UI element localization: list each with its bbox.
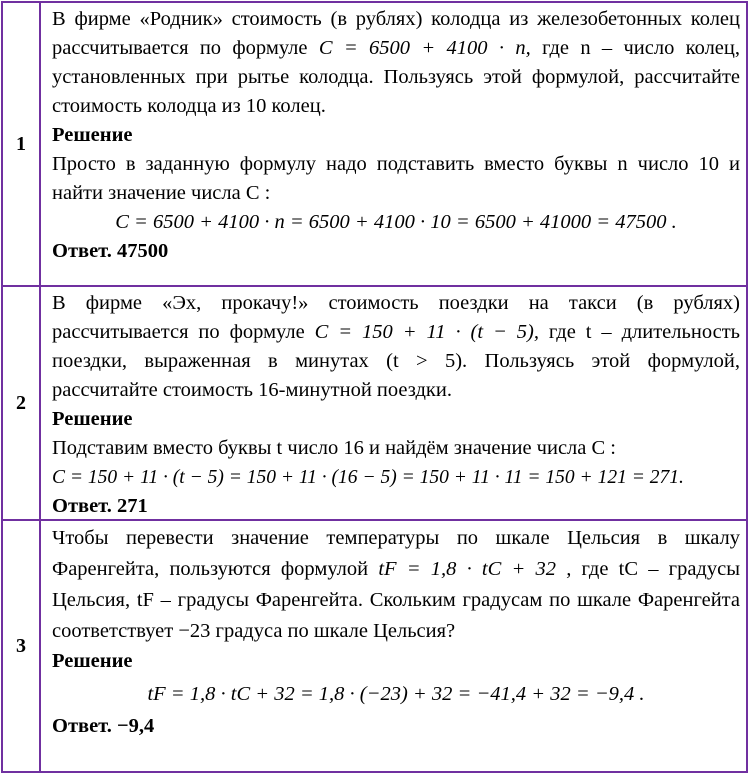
computation: C = 150 + 11 · (t − 5) = 150 + 11 · (16 − 5) = 150 + 11 · 11 = 150 + 121 = 271. [52, 467, 684, 488]
computation: tF = 1,8 · tC + 32 = 1,8 · (−23) + 32 = −41,4 + 32 = −9,4 . [147, 683, 645, 705]
problem-part-a: В фирме «Эх, прокачу!» стоимость поездки на такси (в рублях) рассчитывается по формуле [52, 292, 740, 343]
task-number: 3 [3, 521, 41, 771]
formula: C = 150 + 11 · (t − 5), [314, 321, 539, 343]
problem-text [52, 5, 740, 121]
solution-label: Решение [52, 124, 133, 146]
solution-label: Решение [52, 408, 133, 430]
problem-part-b: где tC – градусы Цельсия, tF – градусы Фаренгейта. Скольким градусам по шкале Фаренгейта соответствует −23 градуса по шкале Цельсия? [52, 558, 740, 642]
solution-text: Просто в заданную формулу надо подставить вместо буквы n число 10 и найти значение числа C : [52, 153, 740, 204]
task-content [52, 523, 740, 741]
answer: Ответ. 271 [52, 495, 148, 517]
problem-part-b: где t – длительность поездки, выраженная в минутах (t > 5). Пользуясь этой формулой, рассчитайте стоимость 16-минутной поездки. [52, 321, 740, 401]
task-row-3 [3, 521, 746, 771]
solution-label: Решение [52, 650, 133, 672]
problem-part-a: Чтобы перевести значение температуры по шкале Цельсия в шкалу Фаренгейта, пользуются формулой [52, 527, 740, 580]
task-number: 1 [3, 3, 41, 285]
task-row-2 [3, 287, 746, 521]
problem-text [52, 523, 740, 647]
solution-text: Подставим вместо буквы t число 16 и найдём значение числа C : [52, 437, 617, 459]
computation: C = 6500 + 4100 · n = 6500 + 4100 · 10 = 6500 + 41000 = 47500 . [115, 211, 677, 233]
answer: Ответ. −9,4 [52, 715, 155, 737]
formula: C = 6500 + 4100 · n, [318, 37, 531, 59]
task-content [52, 289, 740, 521]
problem-part-b: где n – число колец, установленных при рытье колодца. Пользуясь этой формулой, рассчитайте стоимость колодца из 10 колец. [52, 37, 741, 117]
problem-text [52, 289, 740, 405]
tasks-table [1, 1, 748, 773]
problem-part-a: В фирме «Родник» стоимость (в рублях) колодца из железобетонных колец рассчитывается по формуле [52, 8, 740, 59]
formula: tF = 1,8 · tC + 32 , [378, 558, 572, 580]
answer: Ответ. 47500 [52, 240, 169, 262]
task-content [52, 5, 740, 266]
task-row-1 [3, 3, 746, 287]
task-number: 2 [3, 287, 41, 519]
